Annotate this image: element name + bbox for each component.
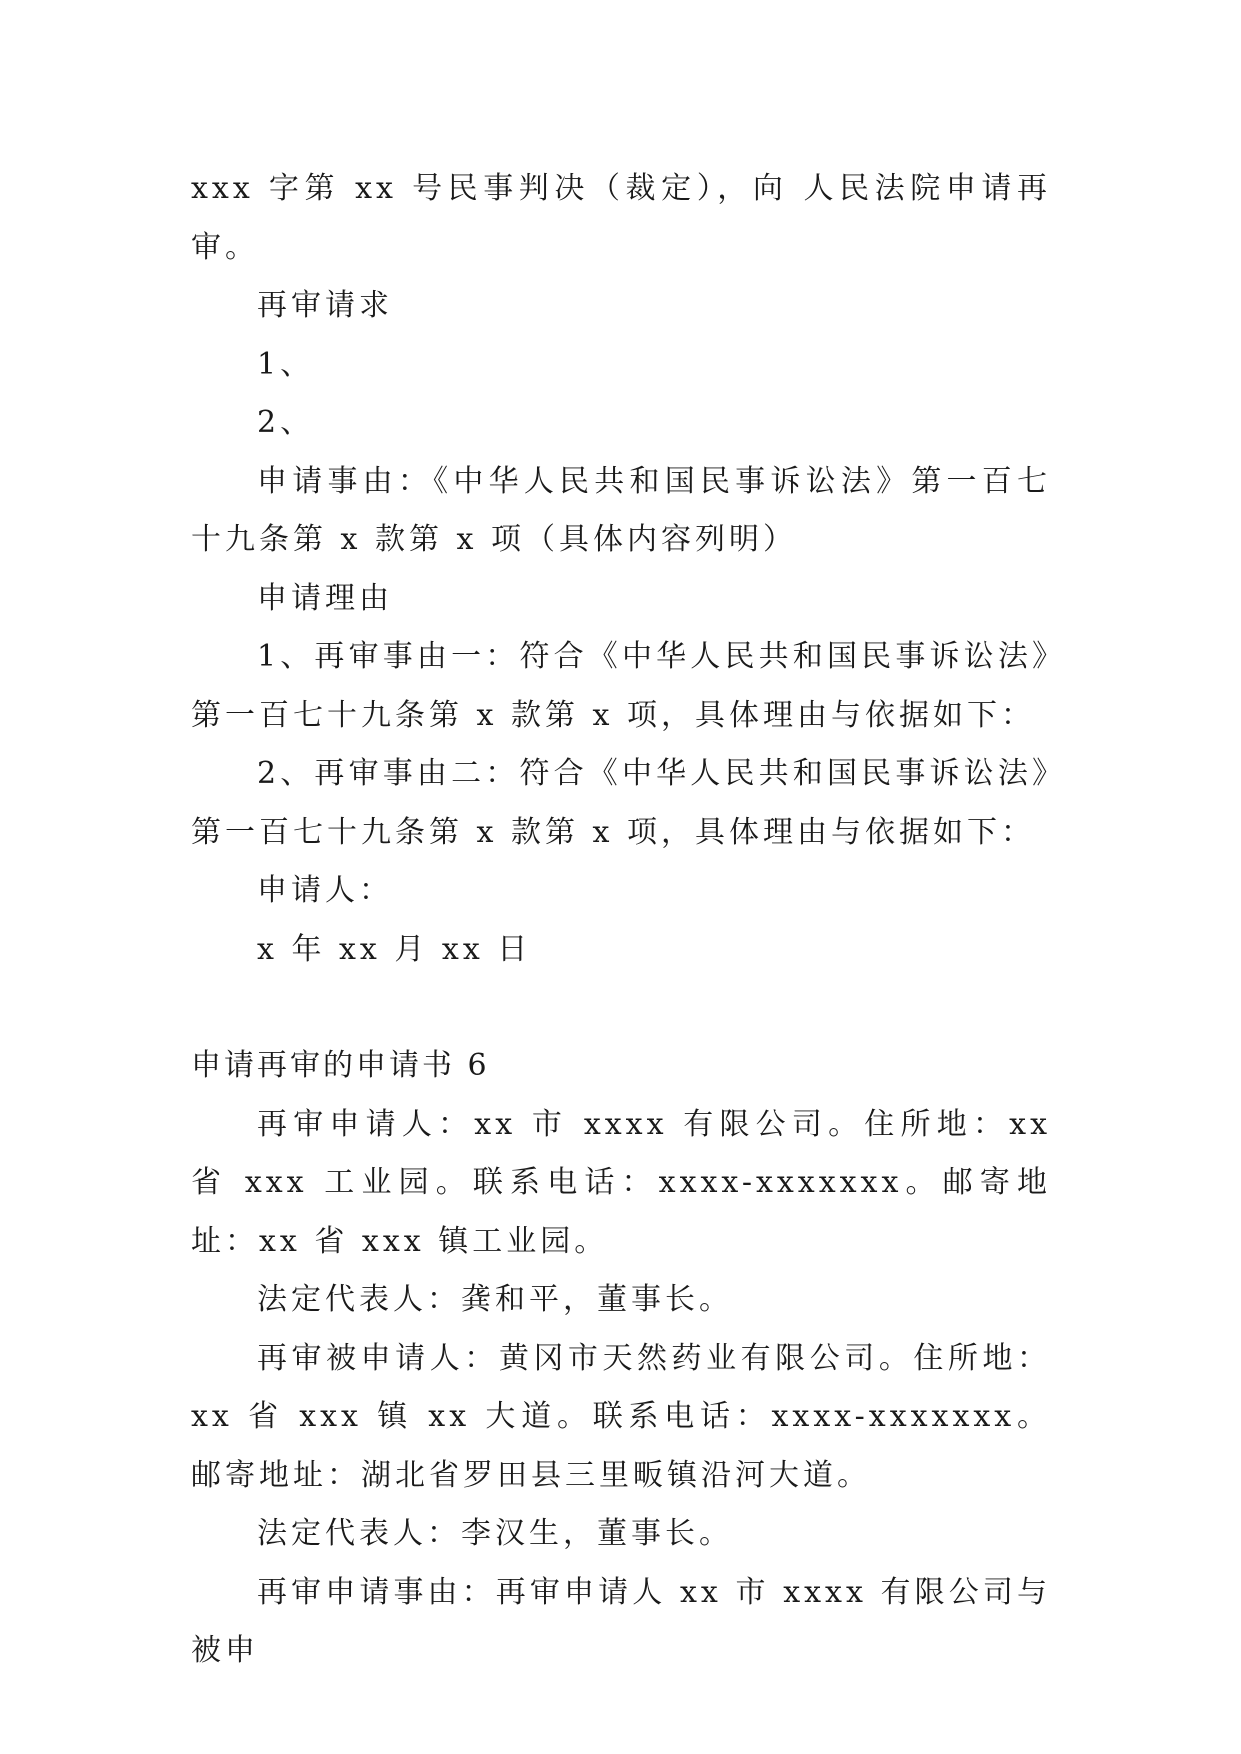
section-title: 申请再审的申请书 6 <box>191 1048 490 1083</box>
paragraph-applicant-legal-rep: 法定代表人：龚和平，董事长。 <box>257 1282 733 1317</box>
paragraph-date: x 年 xx 月 xx 日 <box>257 931 532 967</box>
paragraph-respondent-info: 再审被申请人：黄冈市天然药业有限公司。住所地：xx 省 xxx 镇 xx 大道。联系电话：xxxx-xxxxxxx。邮寄地址：湖北省罗田县三里畈镇沿河大道。 <box>191 1340 1051 1493</box>
paragraph-reasons-heading: 申请理由 <box>257 580 393 616</box>
paragraph-reason-2: 2、再审事由二：符合《中华人民共和国民事诉讼法》第一百七十九条第 x 款第 x 项，具体理由与依据如下： <box>191 756 1051 850</box>
paragraph-reason-1: 1、再审事由一：符合《中华人民共和国民事诉讼法》第一百七十九条第 x 款第 x 项，具体理由与依据如下： <box>191 639 1051 733</box>
paragraph-request-item-2: 2、 <box>257 405 315 440</box>
paragraph-judgment-ref: xxx 字第 xx 号民事判决（裁定），向 人民法院申请再审。 <box>191 171 1051 265</box>
paragraph-retrial-cause: 再审申请事由：再审申请人 xx 市 xxxx 有限公司与被申 <box>191 1574 1051 1668</box>
paragraph-respondent-legal-rep: 法定代表人：李汉生，董事长。 <box>257 1516 733 1551</box>
paragraph-applicant: 申请人： <box>257 873 393 908</box>
paragraph-retrial-request-heading: 再审请求 <box>257 288 393 323</box>
paragraph-request-item-1: 1、 <box>257 346 315 382</box>
section-spacer <box>191 979 1051 1037</box>
paragraph-applicant-info: 再审申请人：xx 市 xxxx 有限公司。住所地：xx 省 xxx 工业园。联系电话：xxxx-xxxxxxx。邮寄地址：xx 省 xxx 镇工业园。 <box>191 1106 1051 1259</box>
paragraph-application-grounds: 申请事由：《中华人民共和国民事诉讼法》第一百七十九条第 x 款第 x 项（具体内容列明） <box>191 463 1051 557</box>
document-body <box>191 160 1051 1681</box>
